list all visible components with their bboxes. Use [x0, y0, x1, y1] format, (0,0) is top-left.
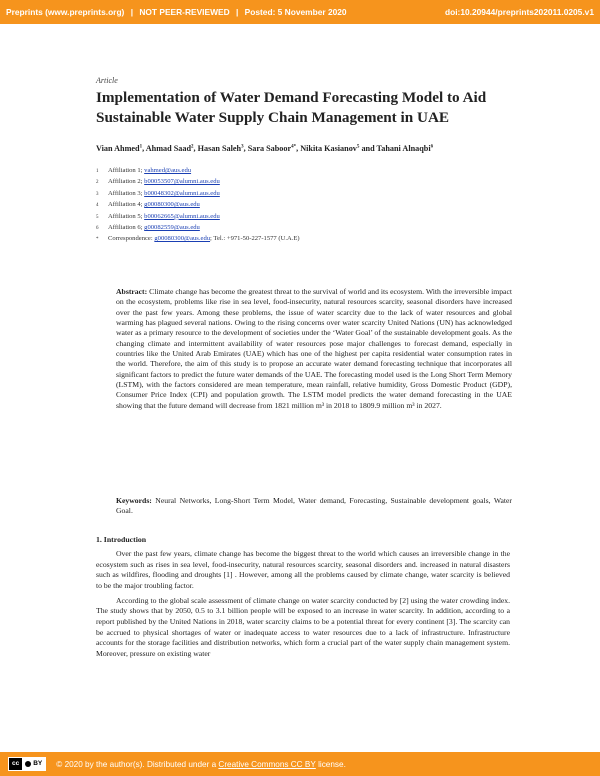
- paper-header: [96, 76, 510, 246]
- header-separator: |: [235, 7, 239, 17]
- email-link[interactable]: b00062665@alumni.aus.edu: [144, 212, 220, 220]
- affiliation-item: 3 Affiliation 3; b00048302@alumni.aus.edu: [96, 189, 220, 197]
- email-link[interactable]: g00080300@aus.edu: [144, 201, 200, 209]
- author: Hasan Saleh$^3$,: [197, 144, 248, 153]
- doi-link[interactable]: doi:10.20944/preprints202011.0205.v1: [445, 7, 594, 17]
- affiliation-item: 1 Affiliation 1; vahmed@aus.edu: [96, 167, 192, 174]
- header-left: [6, 7, 347, 17]
- by-icon: BY: [22, 758, 45, 770]
- abstract-label: Abstract:: [116, 287, 148, 296]
- affiliation-item: 6 Affiliation 6; g00082559@aus.edu: [96, 224, 200, 232]
- affiliation-item: 5 Affiliation 5; b00062665@alumni.aus.edu: [96, 212, 220, 220]
- affiliation-list: [96, 166, 510, 246]
- author: Vian Ahmed$^1$,: [96, 144, 146, 153]
- article-type: Article: [96, 76, 118, 85]
- email-link[interactable]: vahmed@aus.edu: [144, 167, 192, 174]
- paper-title: Implementation of Water Demand Forecasting Model to Aid Sustainable Water Supply Chain Management in UAE: [96, 89, 487, 126]
- posted-date: Posted: 5 November 2020: [244, 7, 347, 17]
- license-link[interactable]: Creative Commons CC BY: [218, 759, 316, 769]
- preprint-header-bar: [0, 0, 600, 24]
- affiliation-item: 4 Affiliation 4; g00080300@aus.edu: [96, 201, 200, 209]
- author: Ahmad Saad$^2$,: [145, 144, 198, 153]
- peer-review-status: NOT PEER-REVIEWED: [139, 7, 230, 17]
- paragraph: According to the global scale assessment of climate change on water scarcity conducted by [2] using the water crowding index. The study shows that by 2050, 0.5 to 3.1 billion people will be exposed to an increase in water scarcity. In addition, according to a report published by the United Nations in 2018, water scarcity claims to be a potential threat for every continent [3]. The scarcity can be accrued to physical shortages of water or inadequate access to water resources due to a lack of infrastructure. Infrastructure accounts for the storage facilities and distribution networks, which form a crucial part of the water supply chain management system. Moreover, pressure on existing water: [96, 595, 510, 658]
- copyright-text: © 2020 by the author(s). Distributed under a: [56, 759, 217, 769]
- author: Nikita Kasianov$^5$ and: [300, 144, 377, 153]
- email-link[interactable]: g00080300@aus.edu: [154, 235, 211, 243]
- abstract-text: Climate change has become the greatest threat to the survival of world and its ecosystem. With the irreversible impact on the ecosystem, problems like rise in sea level, food-insecurity, natural resources scarcity, seasonal disorders have increased over the past few years. Among these problems, the issue of water scarcity due to the lack of water resources and global warming has plagued several nations. Owing to the rising concerns over water scarcity United Nations (UN) has acknowledged water as a primary resource to the development of societies under the ‘Water Goal’ of the sustainable development goals. As the changing climate and intermittent availability of water resources pose major challenges to forecast demand, especially in countries like the United Arab Emirates (UAE) which has one of the highest per capita residential water consumption rates in the world. Therefore, the aim of this study is to propose an accurate water demand forecasting technique that incorporates all significant factors to predict the future water demands of the UAE. The forecasting model used is the Long Short Term Memory (LSTM), with the factors considered are mean temperature, mean rainfall, relative humidity, Gross Domestic Product (GDP), Consumer Price Index (CPI) and population growth. The LSTM model predicts the water demand forecasting in the UAE showing that the future demand will decrease from 1821 million m³ in 2018 to 1809.9 million m³ in 2027.: [116, 287, 512, 410]
- person-icon: [25, 761, 31, 767]
- email-link[interactable]: b00048302@alumni.aus.edu: [144, 189, 220, 197]
- site-link[interactable]: Preprints (www.preprints.org): [6, 7, 125, 17]
- author: Tahani Alnaqbi$^6$: [376, 144, 434, 153]
- email-link[interactable]: g00082559@aus.edu: [144, 224, 200, 232]
- affiliation-item: 2 Affiliation 2; b00053507@alumni.aus.edu: [96, 178, 220, 186]
- cc-by-badge[interactable]: [8, 757, 46, 771]
- section-body: [96, 549, 510, 664]
- email-link[interactable]: b00053507@alumni.aus.edu: [144, 178, 220, 186]
- keywords-text: Neural Networks, Long-Short Term Model, Water demand, Forecasting, Sustainable development goals, Water Goal.: [116, 496, 512, 516]
- keywords: [116, 496, 512, 517]
- cc-icon: cc: [9, 758, 22, 770]
- author-list: [96, 143, 510, 154]
- correspondence: * Correspondence: g00080300@aus.edu; Tel.: +971-50-227-1577 (U.A.E): [96, 235, 300, 243]
- abstract: [116, 287, 512, 411]
- paragraph: Over the past few years, climate change has become the biggest threat to the world which causes an irreversible change in the ecosystem such as rises in sea level, food-insecurity, natural resources scarcity, seasonal disorders and. increased in natural disasters such as wildfires, flooding and droughts [1] . However, among all the problems caused by climate change, water scarcity is believed to be the major troubling factor.: [96, 549, 510, 590]
- author: Sara Saboor$^{4*}$,: [247, 144, 301, 153]
- license-suffix: license.: [318, 759, 346, 769]
- header-separator: |: [130, 7, 134, 17]
- license-footer-bar: [0, 752, 600, 776]
- keywords-label: Keywords:: [116, 496, 152, 505]
- section-heading: 1. Introduction: [96, 535, 147, 544]
